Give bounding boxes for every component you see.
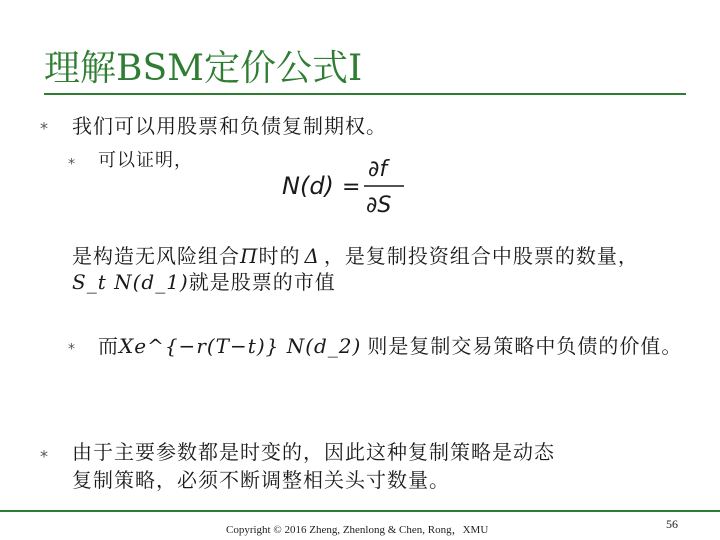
copyright-text: Copyright © 2016 Zheng, Zhenlong & Chen, Rong，XMU bbox=[226, 524, 489, 536]
formula-denominator: ∂S bbox=[366, 193, 392, 218]
asterisk-bullet-icon: ⁎ bbox=[68, 152, 75, 168]
bullet-1-text: 我们可以用股票和负债复制期权。 bbox=[72, 114, 387, 138]
slide-title: 理解BSM定价公式I bbox=[44, 48, 363, 89]
para1-text-c: ，是复制投资组合中股票的数量， bbox=[323, 244, 639, 268]
paragraph-1-line-1 bbox=[72, 240, 639, 269]
asterisk-bullet-icon: ⁎ bbox=[40, 442, 48, 461]
liability-expression: Xe^{−r(T−t)} N(d_2) bbox=[119, 334, 362, 358]
pi-symbol: Π bbox=[240, 244, 259, 268]
footer-divider bbox=[0, 510, 720, 512]
para1-line2-text: 就是股票的市值 bbox=[188, 270, 336, 294]
formula-lhs: N(d) bbox=[282, 172, 334, 200]
paragraph-1-line-2 bbox=[72, 266, 336, 295]
delta-symbol: Δ bbox=[304, 244, 320, 268]
formula-numerator: ∂f bbox=[368, 157, 388, 182]
para1-text-a: 是构造无风险组合 bbox=[72, 244, 240, 268]
bullet-3-line-2: 复制策略，必须不断调整相关头寸数量。 bbox=[72, 468, 450, 492]
bullet-2-text-b: 则是复制交易策略中负债的价值。 bbox=[367, 334, 683, 358]
bullet-3-line-1: 由于主要参数都是时变的，因此这种复制策略是动态 bbox=[72, 440, 555, 464]
para1-text-b: 时的 bbox=[258, 244, 301, 268]
page-number: 56 bbox=[666, 517, 678, 531]
title-divider bbox=[44, 93, 686, 95]
asterisk-bullet-icon: ⁎ bbox=[68, 337, 75, 353]
asterisk-bullet-icon: ⁎ bbox=[40, 114, 48, 133]
bullet-2-text-a: 而 bbox=[98, 334, 119, 358]
bullet-2-text bbox=[98, 330, 682, 359]
bullet-1-sub-text: 可以证明， bbox=[98, 150, 193, 171]
delta-formula bbox=[282, 152, 412, 220]
stock-value-expression: S_t N(d_1) bbox=[72, 270, 189, 294]
formula-equals: = bbox=[342, 175, 361, 200]
